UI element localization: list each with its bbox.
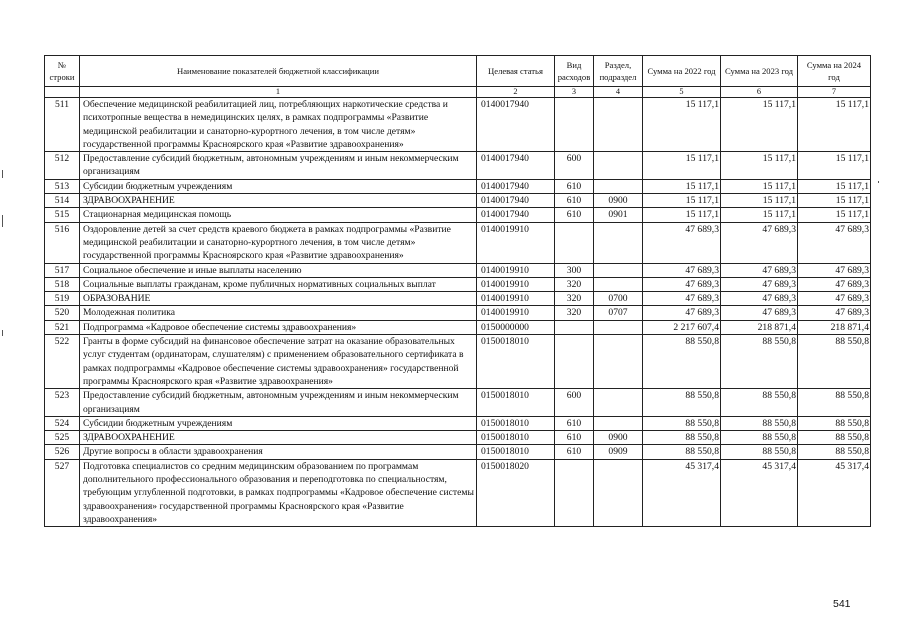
row-target-article: 0140017940 xyxy=(477,194,555,208)
row-number: 514 xyxy=(45,194,80,208)
row-sum-2023: 15 117,1 xyxy=(721,98,798,152)
row-number: 520 xyxy=(45,306,80,320)
column-number: 5 xyxy=(643,87,721,98)
row-sum-2023: 88 550,8 xyxy=(721,389,798,417)
row-sum-2023: 45 317,4 xyxy=(721,459,798,526)
right-edge-dot xyxy=(878,181,879,183)
row-expense-type: 610 xyxy=(555,416,594,430)
row-sum-2024: 45 317,4 xyxy=(798,459,871,526)
row-name: Подготовка специалистов со средним медицинским образованием по программам дополнительного профессионального образования и переподготовка по специальностям, требующим углубленной подготовки, в рамках подпрограммы «Кадровое обеспечение системы здравоохранения» государственной программы Красноярского края «Развитие здравоохранения» xyxy=(80,459,477,526)
header-name: Наименование показателей бюджетной классификации xyxy=(80,56,477,87)
row-sum-2022: 88 550,8 xyxy=(643,445,721,459)
row-name: Субсидии бюджетным учреждениям xyxy=(80,179,477,193)
row-number: 523 xyxy=(45,389,80,417)
row-target-article: 0150018010 xyxy=(477,445,555,459)
column-number: 3 xyxy=(555,87,594,98)
row-name: Стационарная медицинская помощь xyxy=(80,208,477,222)
row-target-article: 0150018010 xyxy=(477,416,555,430)
row-target-article: 0140019910 xyxy=(477,277,555,291)
row-expense-type: 610 xyxy=(555,194,594,208)
row-number: 515 xyxy=(45,208,80,222)
column-number: 4 xyxy=(594,87,643,98)
row-target-article: 0140017940 xyxy=(477,98,555,152)
row-sum-2022: 15 117,1 xyxy=(643,194,721,208)
header-sum-2023: Сумма на 2023 год xyxy=(721,56,798,87)
row-section xyxy=(594,335,643,389)
row-sum-2023: 15 117,1 xyxy=(721,179,798,193)
row-section xyxy=(594,389,643,417)
row-name: Другие вопросы в области здравоохранения xyxy=(80,445,477,459)
left-edge-mark xyxy=(2,170,3,178)
column-number xyxy=(45,87,80,98)
row-section: 0901 xyxy=(594,208,643,222)
row-sum-2022: 45 317,4 xyxy=(643,459,721,526)
table-row xyxy=(45,306,871,320)
row-name: Социальное обеспечение и иные выплаты населению xyxy=(80,263,477,277)
row-sum-2024: 15 117,1 xyxy=(798,194,871,208)
row-sum-2024: 88 550,8 xyxy=(798,335,871,389)
table-row xyxy=(45,222,871,263)
row-number: 524 xyxy=(45,416,80,430)
row-expense-type: 320 xyxy=(555,306,594,320)
row-sum-2024: 15 117,1 xyxy=(798,152,871,180)
row-name: Подпрограмма «Кадровое обеспечение системы здравоохранения» xyxy=(80,320,477,334)
row-name: ЗДРАВООХРАНЕНИЕ xyxy=(80,431,477,445)
row-name: Субсидии бюджетным учреждениям xyxy=(80,416,477,430)
row-sum-2024: 88 550,8 xyxy=(798,416,871,430)
row-expense-type: 610 xyxy=(555,445,594,459)
row-section xyxy=(594,320,643,334)
row-expense-type xyxy=(555,335,594,389)
row-section xyxy=(594,152,643,180)
row-number: 519 xyxy=(45,292,80,306)
row-sum-2022: 47 689,3 xyxy=(643,306,721,320)
row-sum-2023: 15 117,1 xyxy=(721,194,798,208)
row-sum-2022: 15 117,1 xyxy=(643,208,721,222)
table-row xyxy=(45,320,871,334)
row-expense-type: 320 xyxy=(555,277,594,291)
table-row xyxy=(45,459,871,526)
row-sum-2024: 15 117,1 xyxy=(798,98,871,152)
row-sum-2022: 15 117,1 xyxy=(643,98,721,152)
row-target-article: 0150018010 xyxy=(477,389,555,417)
table-row xyxy=(45,431,871,445)
row-sum-2022: 15 117,1 xyxy=(643,152,721,180)
row-section: 0909 xyxy=(594,445,643,459)
row-sum-2023: 15 117,1 xyxy=(721,152,798,180)
row-sum-2023: 88 550,8 xyxy=(721,416,798,430)
table-row xyxy=(45,179,871,193)
row-expense-type: 610 xyxy=(555,179,594,193)
table-row xyxy=(45,263,871,277)
row-number: 525 xyxy=(45,431,80,445)
table-row xyxy=(45,277,871,291)
row-number: 518 xyxy=(45,277,80,291)
row-name: Гранты в форме субсидий на финансовое обеспечение затрат на оказание образовательных услуг студентам (ординаторам, слушателям) с применением образовательного сертификата в рамках подпрограммы «Кадровое обеспечение системы здравоохранения» государственной программы Красноярского края «Развитие здравоохранения» xyxy=(80,335,477,389)
row-section xyxy=(594,416,643,430)
row-expense-type: 300 xyxy=(555,263,594,277)
row-sum-2023: 47 689,3 xyxy=(721,263,798,277)
header-section: Раздел, подраздел xyxy=(594,56,643,87)
row-target-article: 0140017940 xyxy=(477,208,555,222)
header-target-article: Целевая статья xyxy=(477,56,555,87)
row-section xyxy=(594,179,643,193)
row-section: 0900 xyxy=(594,194,643,208)
row-target-article: 0150000000 xyxy=(477,320,555,334)
row-expense-type xyxy=(555,459,594,526)
row-sum-2023: 47 689,3 xyxy=(721,306,798,320)
table-row xyxy=(45,152,871,180)
budget-table xyxy=(44,55,871,527)
row-sum-2024: 15 117,1 xyxy=(798,208,871,222)
row-expense-type: 600 xyxy=(555,389,594,417)
row-sum-2022: 88 550,8 xyxy=(643,335,721,389)
row-number: 516 xyxy=(45,222,80,263)
column-number-row xyxy=(45,87,871,98)
header-expense-type: Вид расходов xyxy=(555,56,594,87)
row-section xyxy=(594,277,643,291)
row-name: Предоставление субсидий бюджетным, автономным учреждениям и иным некоммерческим организациям xyxy=(80,152,477,180)
row-expense-type: 610 xyxy=(555,208,594,222)
row-number: 517 xyxy=(45,263,80,277)
row-target-article: 0150018010 xyxy=(477,431,555,445)
table-row xyxy=(45,335,871,389)
table-row xyxy=(45,445,871,459)
row-name: Оздоровление детей за счет средств краевого бюджета в рамках подпрограммы «Развитие медицинской реабилитации и санаторно-курортного лечения, в том числе детям» государственной программы Красноярского края «Развитие здравоохранения» xyxy=(80,222,477,263)
row-target-article: 0140017940 xyxy=(477,179,555,193)
row-sum-2023: 47 689,3 xyxy=(721,222,798,263)
row-name: Предоставление субсидий бюджетным, автономным учреждениям и иным некоммерческим организациям xyxy=(80,389,477,417)
header-row-number: № строки xyxy=(45,56,80,87)
row-expense-type xyxy=(555,98,594,152)
row-number: 511 xyxy=(45,98,80,152)
row-target-article: 0140019910 xyxy=(477,263,555,277)
row-sum-2022: 15 117,1 xyxy=(643,179,721,193)
row-sum-2022: 88 550,8 xyxy=(643,431,721,445)
row-section xyxy=(594,263,643,277)
budget-table-sheet xyxy=(44,55,870,527)
row-sum-2022: 47 689,3 xyxy=(643,292,721,306)
row-sum-2022: 2 217 607,4 xyxy=(643,320,721,334)
row-name: ЗДРАВООХРАНЕНИЕ xyxy=(80,194,477,208)
table-row xyxy=(45,98,871,152)
row-name: Социальные выплаты гражданам, кроме публичных нормативных социальных выплат xyxy=(80,277,477,291)
row-sum-2022: 47 689,3 xyxy=(643,222,721,263)
row-section xyxy=(594,98,643,152)
row-section xyxy=(594,222,643,263)
row-target-article: 0150018020 xyxy=(477,459,555,526)
left-edge-mark xyxy=(2,330,3,336)
row-target-article: 0140019910 xyxy=(477,306,555,320)
row-sum-2024: 47 689,3 xyxy=(798,277,871,291)
row-number: 521 xyxy=(45,320,80,334)
column-number: 6 xyxy=(721,87,798,98)
column-number: 2 xyxy=(477,87,555,98)
row-sum-2024: 47 689,3 xyxy=(798,306,871,320)
row-sum-2024: 88 550,8 xyxy=(798,445,871,459)
table-row xyxy=(45,416,871,430)
column-number: 1 xyxy=(80,87,477,98)
row-sum-2023: 88 550,8 xyxy=(721,445,798,459)
row-sum-2024: 47 689,3 xyxy=(798,263,871,277)
row-name: ОБРАЗОВАНИЕ xyxy=(80,292,477,306)
row-target-article: 0140019910 xyxy=(477,222,555,263)
row-sum-2023: 47 689,3 xyxy=(721,292,798,306)
row-expense-type: 610 xyxy=(555,431,594,445)
row-expense-type: 320 xyxy=(555,292,594,306)
row-sum-2024: 47 689,3 xyxy=(798,292,871,306)
row-section: 0707 xyxy=(594,306,643,320)
table-row xyxy=(45,208,871,222)
row-sum-2023: 218 871,4 xyxy=(721,320,798,334)
row-target-article: 0140017940 xyxy=(477,152,555,180)
table-row xyxy=(45,292,871,306)
row-expense-type xyxy=(555,320,594,334)
row-sum-2022: 47 689,3 xyxy=(643,277,721,291)
row-name: Молодежная политика xyxy=(80,306,477,320)
column-number: 7 xyxy=(798,87,871,98)
table-row xyxy=(45,389,871,417)
row-sum-2022: 88 550,8 xyxy=(643,416,721,430)
row-number: 526 xyxy=(45,445,80,459)
row-sum-2024: 15 117,1 xyxy=(798,179,871,193)
left-edge-mark xyxy=(2,215,3,227)
row-section xyxy=(594,459,643,526)
row-sum-2023: 47 689,3 xyxy=(721,277,798,291)
row-sum-2024: 88 550,8 xyxy=(798,389,871,417)
table-row xyxy=(45,194,871,208)
header-sum-2024: Сумма на 2024 год xyxy=(798,56,871,87)
page-number: 541 xyxy=(833,598,851,610)
row-section: 0900 xyxy=(594,431,643,445)
table-header-row xyxy=(45,56,871,87)
row-sum-2023: 88 550,8 xyxy=(721,335,798,389)
row-sum-2023: 88 550,8 xyxy=(721,431,798,445)
row-number: 522 xyxy=(45,335,80,389)
row-target-article: 0140019910 xyxy=(477,292,555,306)
row-target-article: 0150018010 xyxy=(477,335,555,389)
row-sum-2022: 88 550,8 xyxy=(643,389,721,417)
header-sum-2022: Сумма на 2022 год xyxy=(643,56,721,87)
row-expense-type xyxy=(555,222,594,263)
row-section: 0700 xyxy=(594,292,643,306)
row-number: 512 xyxy=(45,152,80,180)
row-name: Обеспечение медицинской реабилитацией лиц, потребляющих наркотические средства и психотропные вещества в немедицинских целях, в рамках подпрограммы «Развитие медицинской реабилитации и санаторно-курортного лечения, в том числе детям» государственной программы Красноярского края «Развитие здравоохранения» xyxy=(80,98,477,152)
row-sum-2022: 47 689,3 xyxy=(643,263,721,277)
row-sum-2024: 47 689,3 xyxy=(798,222,871,263)
row-sum-2024: 218 871,4 xyxy=(798,320,871,334)
row-number: 527 xyxy=(45,459,80,526)
row-number: 513 xyxy=(45,179,80,193)
row-expense-type: 600 xyxy=(555,152,594,180)
row-sum-2023: 15 117,1 xyxy=(721,208,798,222)
row-sum-2024: 88 550,8 xyxy=(798,431,871,445)
